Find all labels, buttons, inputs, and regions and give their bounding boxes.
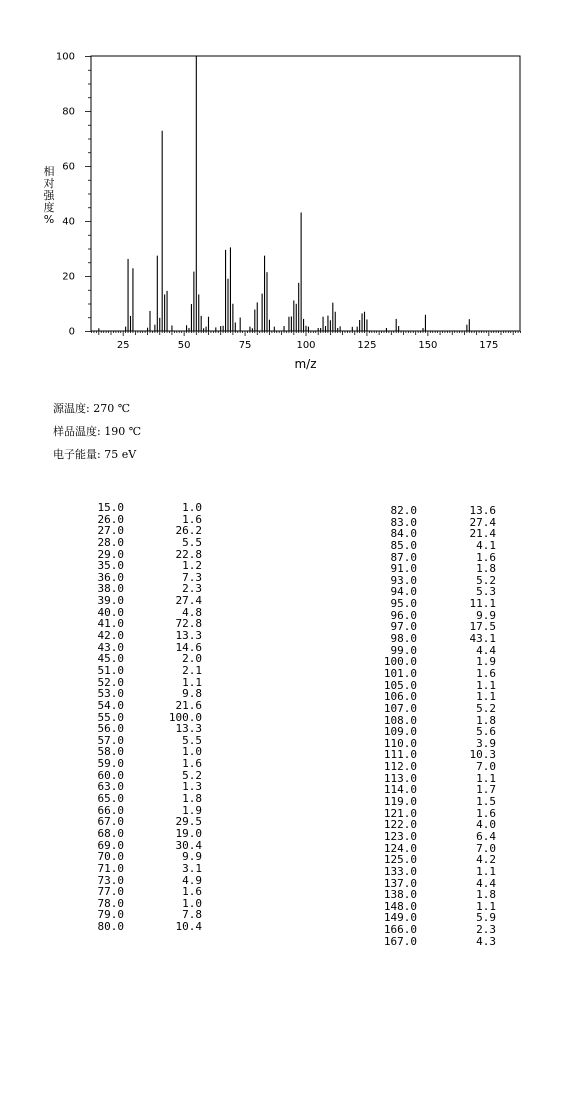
mz-value: 149.0 xyxy=(383,911,417,925)
table-row xyxy=(82,537,202,549)
mz-value: 59.0 xyxy=(97,757,124,771)
mz-value: 39.0 xyxy=(97,594,124,608)
intensity-value: 72.8 xyxy=(175,617,202,631)
mz-value: 66.0 xyxy=(97,803,124,817)
x-tick-label: 150 xyxy=(418,340,438,351)
intensity-value: 5.3 xyxy=(476,585,496,599)
mz-value: 108.0 xyxy=(383,713,417,727)
intensity-value: 7.3 xyxy=(182,570,202,584)
intensity-value: 4.1 xyxy=(476,538,496,552)
mz-value: 71.0 xyxy=(97,861,124,875)
intensity-value: 1.1 xyxy=(476,678,496,692)
intensity-value: 26.2 xyxy=(175,524,202,538)
intensity-value: 27.4 xyxy=(175,594,202,608)
mz-value: 119.0 xyxy=(383,795,417,809)
table-row xyxy=(372,761,496,773)
intensity-value: 5.2 xyxy=(476,573,496,587)
table-row xyxy=(82,793,202,805)
mz-value: 52.0 xyxy=(97,675,124,689)
table-row xyxy=(372,505,496,517)
mz-value: 137.0 xyxy=(383,876,417,890)
mz-value: 138.0 xyxy=(383,888,417,902)
intensity-value: 1.5 xyxy=(476,795,496,809)
mz-value: 83.0 xyxy=(390,515,417,529)
intensity-value: 5.9 xyxy=(476,911,496,925)
intensity-value: 5.2 xyxy=(476,701,496,715)
table-row xyxy=(82,828,202,840)
x-tick-label: 100 xyxy=(296,340,316,351)
intensity-value: 1.1 xyxy=(182,675,202,689)
mz-value: 68.0 xyxy=(97,826,124,840)
intensity-value: 1.1 xyxy=(476,771,496,785)
table-row xyxy=(82,630,202,642)
intensity-value: 21.4 xyxy=(469,527,496,541)
intensity-value: 13.6 xyxy=(469,504,496,517)
table-row xyxy=(82,665,202,677)
mz-value: 70.0 xyxy=(97,850,124,864)
intensity-value: 30.4 xyxy=(175,838,202,852)
x-tick-label: 25 xyxy=(116,340,130,351)
mz-value: 77.0 xyxy=(97,885,124,899)
intensity-value: 2.3 xyxy=(476,923,496,937)
peak-table-left xyxy=(82,502,202,933)
table-row xyxy=(372,796,496,808)
mz-value: 95.0 xyxy=(390,597,417,611)
mz-value: 43.0 xyxy=(97,640,124,654)
intensity-value: 3.1 xyxy=(182,861,202,875)
mz-value: 84.0 xyxy=(390,527,417,541)
intensity-value: 1.2 xyxy=(182,559,202,573)
intensity-value: 4.0 xyxy=(476,818,496,832)
intensity-value: 2.3 xyxy=(182,582,202,596)
intensity-value: 27.4 xyxy=(469,515,496,529)
mz-value: 106.0 xyxy=(383,690,417,704)
mz-value: 57.0 xyxy=(97,733,124,747)
intensity-value: 1.1 xyxy=(476,899,496,913)
mz-value: 85.0 xyxy=(390,538,417,552)
intensity-value: 4.4 xyxy=(476,643,496,657)
intensity-value: 11.1 xyxy=(469,597,496,611)
mz-value: 112.0 xyxy=(383,760,417,774)
mz-value: 63.0 xyxy=(97,780,124,794)
intensity-value: 1.6 xyxy=(182,757,202,771)
mz-value: 51.0 xyxy=(97,663,124,677)
mz-value: 105.0 xyxy=(383,678,417,692)
intensity-value: 1.8 xyxy=(182,792,202,806)
mz-value: 93.0 xyxy=(390,573,417,587)
intensity-value: 4.3 xyxy=(476,934,496,948)
intensity-value: 43.1 xyxy=(469,632,496,646)
mz-value: 53.0 xyxy=(97,687,124,701)
y-tick-label: 40 xyxy=(62,216,75,228)
mz-value: 111.0 xyxy=(383,748,417,762)
mz-value: 122.0 xyxy=(383,818,417,832)
intensity-value: 17.5 xyxy=(469,620,496,634)
mz-value: 56.0 xyxy=(97,722,124,736)
mz-value: 15.0 xyxy=(97,501,124,514)
table-row xyxy=(372,540,496,552)
mz-value: 113.0 xyxy=(383,771,417,785)
intensity-value: 1.3 xyxy=(182,780,202,794)
y-tick-label: 20 xyxy=(62,271,75,283)
mz-value: 109.0 xyxy=(383,725,417,739)
mz-value: 79.0 xyxy=(97,908,124,922)
mz-value: 69.0 xyxy=(97,838,124,852)
intensity-value: 19.0 xyxy=(175,826,202,840)
x-tick-label: 75 xyxy=(238,340,252,351)
intensity-value: 9.9 xyxy=(182,850,202,864)
intensity-value: 1.6 xyxy=(182,512,202,526)
x-axis-label: m/z xyxy=(294,357,317,371)
mz-value: 29.0 xyxy=(97,547,124,561)
mz-value: 40.0 xyxy=(97,605,124,619)
x-tick-label: 125 xyxy=(357,340,377,351)
intensity-value: 1.1 xyxy=(476,864,496,878)
mz-value: 80.0 xyxy=(97,920,124,934)
mz-value: 35.0 xyxy=(97,559,124,573)
intensity-value: 1.6 xyxy=(476,666,496,680)
mz-value: 100.0 xyxy=(383,655,417,669)
sample-temperature: 样品温度: 190 ℃ xyxy=(53,425,141,438)
intensity-value: 14.6 xyxy=(175,640,202,654)
mz-value: 60.0 xyxy=(97,768,124,782)
intensity-value: 9.8 xyxy=(182,687,202,701)
mz-value: 96.0 xyxy=(390,608,417,622)
mz-value: 101.0 xyxy=(383,666,417,680)
y-tick-label: 100 xyxy=(55,51,75,63)
intensity-value: 4.4 xyxy=(476,876,496,890)
intensity-value: 1.9 xyxy=(476,655,496,669)
intensity-value: 5.5 xyxy=(182,733,202,747)
source-temperature: 源温度: 270 ℃ xyxy=(53,402,130,415)
mz-value: 45.0 xyxy=(97,652,124,666)
mz-value: 107.0 xyxy=(383,701,417,715)
intensity-value: 5.6 xyxy=(476,725,496,739)
mz-value: 91.0 xyxy=(390,562,417,576)
intensity-value: 21.6 xyxy=(175,698,202,712)
intensity-value: 1.8 xyxy=(476,713,496,727)
intensity-value: 13.3 xyxy=(175,629,202,643)
intensity-value: 7.8 xyxy=(182,908,202,922)
peak-table-right xyxy=(372,505,496,947)
intensity-value: 4.2 xyxy=(476,853,496,867)
table-row xyxy=(372,703,496,715)
table-row xyxy=(372,936,496,948)
mz-value: 148.0 xyxy=(383,899,417,913)
intensity-value: 9.9 xyxy=(476,608,496,622)
mz-value: 167.0 xyxy=(383,934,417,948)
table-row xyxy=(82,758,202,770)
intensity-value: 1.6 xyxy=(476,806,496,820)
intensity-value: 6.4 xyxy=(476,829,496,843)
mz-value: 97.0 xyxy=(390,620,417,634)
mz-value: 98.0 xyxy=(390,632,417,646)
intensity-value: 10.4 xyxy=(175,920,202,934)
y-tick-label: 60 xyxy=(62,161,75,173)
mz-value: 125.0 xyxy=(383,853,417,867)
intensity-value: 1.6 xyxy=(182,885,202,899)
mz-value: 121.0 xyxy=(383,806,417,820)
table-row xyxy=(82,700,202,712)
intensity-value: 1.0 xyxy=(182,896,202,910)
mz-value: 28.0 xyxy=(97,535,124,549)
intensity-value: 5.5 xyxy=(182,535,202,549)
table-row xyxy=(82,863,202,875)
mz-value: 87.0 xyxy=(390,550,417,564)
mz-value: 166.0 xyxy=(383,923,417,937)
y-tick-label: 80 xyxy=(62,106,75,118)
y-tick-label: 0 xyxy=(68,326,75,338)
mz-value: 94.0 xyxy=(390,585,417,599)
intensity-value: 10.3 xyxy=(469,748,496,762)
mz-value: 82.0 xyxy=(390,504,417,517)
electron-energy: 电子能量: 75 eV xyxy=(53,448,137,461)
mz-value: 27.0 xyxy=(97,524,124,538)
table-row xyxy=(82,921,202,933)
mz-value: 38.0 xyxy=(97,582,124,596)
intensity-value: 2.0 xyxy=(182,652,202,666)
intensity-value: 13.3 xyxy=(175,722,202,736)
intensity-value: 7.0 xyxy=(476,841,496,855)
mz-value: 54.0 xyxy=(97,698,124,712)
mz-value: 58.0 xyxy=(97,745,124,759)
intensity-value: 1.1 xyxy=(476,690,496,704)
intensity-value: 4.8 xyxy=(182,605,202,619)
intensity-value: 1.9 xyxy=(182,803,202,817)
mz-value: 65.0 xyxy=(97,792,124,806)
intensity-value: 1.0 xyxy=(182,745,202,759)
mz-value: 41.0 xyxy=(97,617,124,631)
table-row xyxy=(372,633,496,645)
intensity-value: 100.0 xyxy=(168,710,202,724)
intensity-value: 1.6 xyxy=(476,550,496,564)
mz-value: 114.0 xyxy=(383,783,417,797)
plot-frame xyxy=(91,56,520,331)
intensity-value: 1.7 xyxy=(476,783,496,797)
intensity-value: 1.8 xyxy=(476,888,496,902)
intensity-value: 2.1 xyxy=(182,663,202,677)
mz-value: 73.0 xyxy=(97,873,124,887)
table-row xyxy=(372,831,496,843)
intensity-value: 29.5 xyxy=(175,815,202,829)
mz-value: 124.0 xyxy=(383,841,417,855)
mz-value: 78.0 xyxy=(97,896,124,910)
intensity-value: 22.8 xyxy=(175,547,202,561)
mz-value: 99.0 xyxy=(390,643,417,657)
table-row xyxy=(372,866,496,878)
table-row xyxy=(372,924,496,936)
mz-value: 123.0 xyxy=(383,829,417,843)
y-axis-label: 相对强度% xyxy=(43,165,55,226)
intensity-value: 4.9 xyxy=(182,873,202,887)
intensity-value: 1.8 xyxy=(476,562,496,576)
mz-value: 55.0 xyxy=(97,710,124,724)
x-tick-label: 50 xyxy=(177,340,191,351)
mz-value: 67.0 xyxy=(97,815,124,829)
table-row xyxy=(82,502,202,514)
table-row xyxy=(372,668,496,680)
intensity-value: 5.2 xyxy=(182,768,202,782)
intensity-value: 7.0 xyxy=(476,760,496,774)
mz-value: 110.0 xyxy=(383,736,417,750)
mz-value: 26.0 xyxy=(97,512,124,526)
mz-value: 42.0 xyxy=(97,629,124,643)
x-tick-label: 175 xyxy=(479,340,499,351)
intensity-value: 3.9 xyxy=(476,736,496,750)
mass-spectrum-chart xyxy=(0,0,570,380)
mz-value: 133.0 xyxy=(383,864,417,878)
intensity-value: 1.0 xyxy=(182,501,202,514)
mz-value: 36.0 xyxy=(97,570,124,584)
